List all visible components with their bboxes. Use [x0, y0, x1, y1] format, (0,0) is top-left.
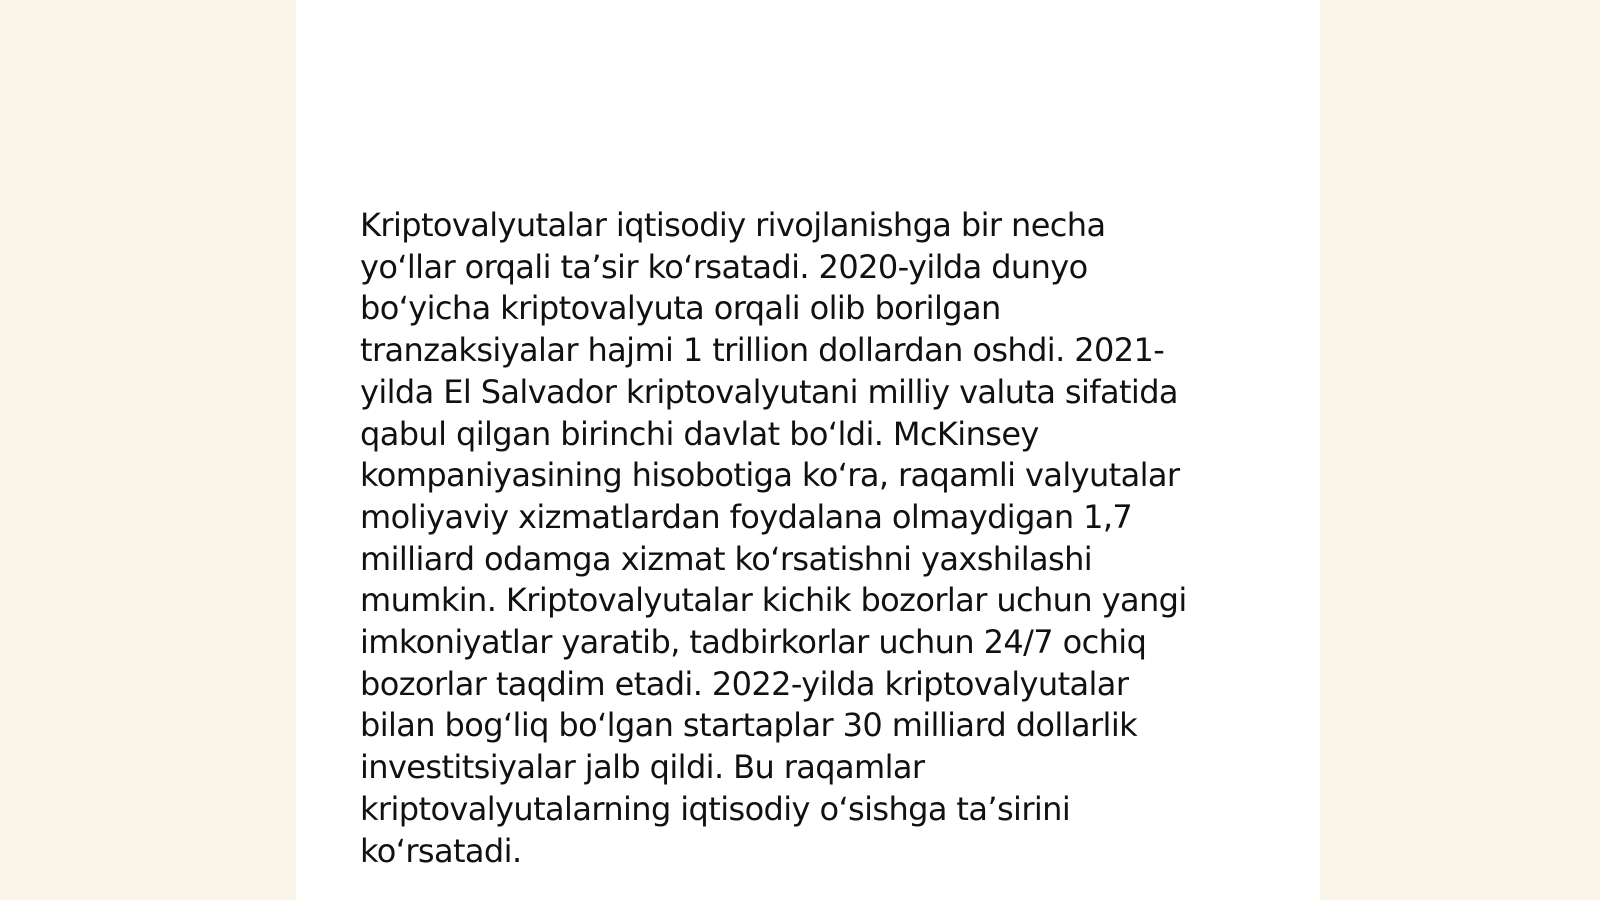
paragraph-line: Kriptovalyutalar iqtisodiy rivojlanishga bir necha	[360, 206, 1106, 244]
paragraph-line: milliard odamga xizmat ko‘rsatishni yaxshilashi	[360, 539, 1093, 578]
paragraph-line: kompaniyasining hisobotiga ko‘ra, raqamli valyutalar	[360, 456, 1180, 495]
paragraph-line: imkoniyatlar yaratib, tadbirkorlar uchun 24/7 ochiq	[360, 623, 1147, 662]
paragraph-line: qabul qilgan birinchi davlat bo‘ldi. McKinsey	[360, 414, 1039, 453]
paragraph-line: investitsiyalar jalb qildi. Bu raqamlar	[360, 748, 925, 787]
paragraph-line: tranzaksiyalar hajmi 1 trillion dollardan oshdi. 2021-	[360, 331, 1165, 370]
paragraph-line: ko‘rsatadi.	[360, 831, 522, 870]
paragraph-line: mumkin. Kriptovalyutalar kichik bozorlar uchun yangi	[360, 581, 1187, 620]
paragraph-line: kriptovalyutalarning iqtisodiy o‘sishga ta’sirini	[360, 789, 1071, 828]
paragraph-line: yo‘llar orqali ta’sir ko‘rsatadi. 2020-yilda dunyo	[360, 247, 1088, 286]
document-page	[296, 0, 1320, 900]
paragraph-line: moliyaviy xizmatlardan foydalana olmaydigan 1,7	[360, 497, 1133, 536]
body-paragraph	[360, 205, 1270, 872]
paragraph-line: bo‘yicha kriptovalyuta orqali olib borilgan	[360, 289, 1001, 328]
paragraph-line: bilan bog‘liq bo‘lgan startaplar 30 milliard dollarlik	[360, 706, 1138, 745]
paragraph-line: yilda El Salvador kriptovalyutani milliy valuta sifatida	[360, 372, 1178, 411]
paragraph-line: bozorlar taqdim etadi. 2022-yilda kriptovalyutalar	[360, 664, 1129, 703]
